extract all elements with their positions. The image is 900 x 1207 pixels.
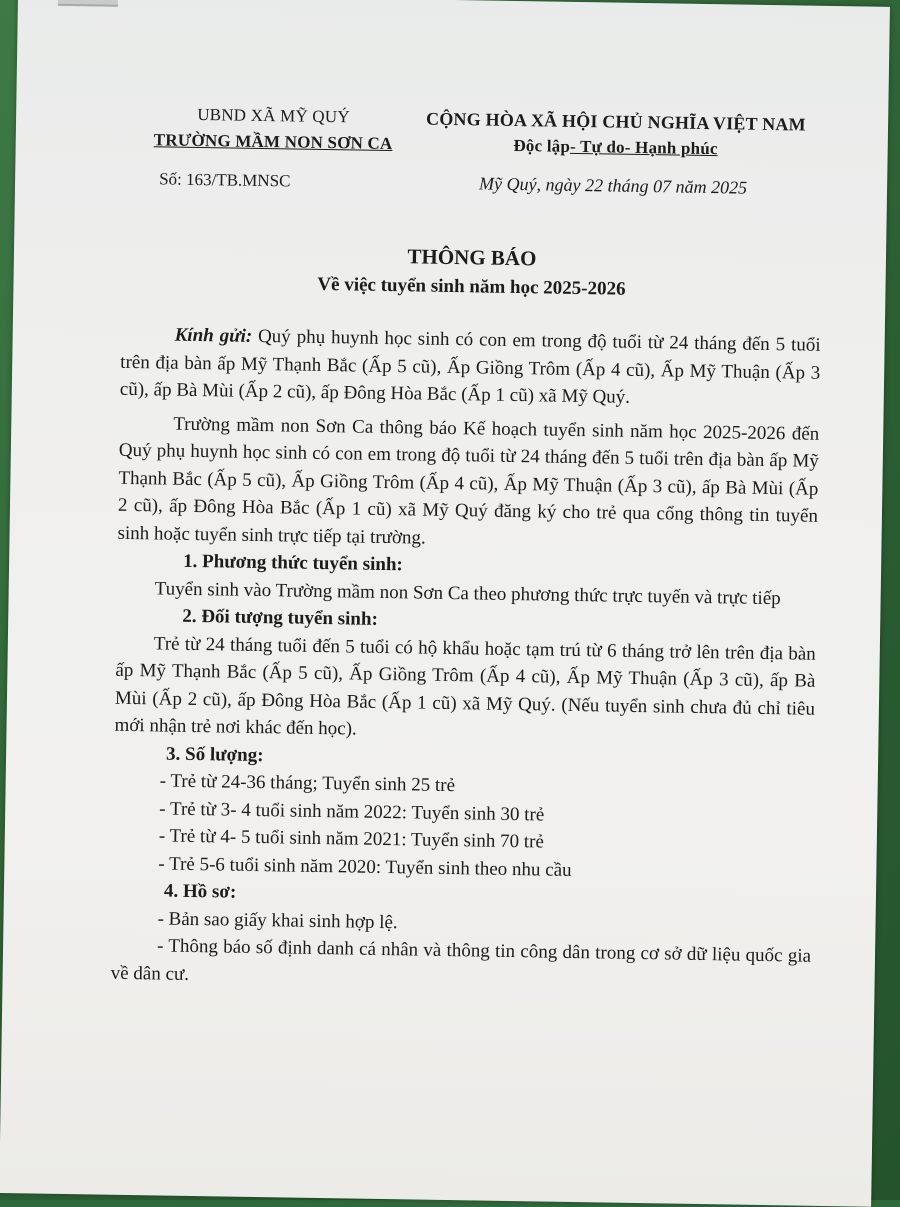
section-2-text: Trẻ từ 24 tháng tuổi đến 5 tuổi có hộ khẩu hoặc tạm trú từ 6 tháng trở lên trên địa bàn ấp Mỹ Thạnh Bắc (Ấp 5 cũ), Ấp Giồng Trôm (Ấp 4 cũ), Ấp Mỹ Thuận (Ấp 3 cũ), ấp Bà Mùi (Ấp 2 cũ), ấp Đông Hòa Bắc (Ấp 1 cũ) xã Mỹ Quý. (Nếu tuyển sinh chưa đủ chỉ tiêu mới nhận trẻ nơi khác đến học).	[114, 632, 816, 740]
quota-item: - Trẻ từ 4- 5 tuổi sinh năm 2021: Tuyển sinh 70 trẻ	[158, 825, 544, 853]
document-number: Số: 163/TB.MNSC	[159, 169, 291, 191]
recipient-paragraph	[120, 321, 821, 414]
document-title: THÔNG BÁO	[407, 244, 537, 271]
issuer-school: TRƯỜNG MẦM NON SƠN CA	[153, 130, 393, 154]
national-name: CỘNG HÒA XÃ HỘI CHỦ NGHĨA VIỆT NAM	[425, 108, 806, 135]
recipient-label: Kính gửi:	[174, 324, 253, 347]
recipient-text: Quý phụ huynh học sinh có con em trong độ tuổi từ 24 tháng đến 5 tuổi trên địa bàn ấp Mỹ Thạnh Bắc (Ấp 5 cũ), Ấp Giồng Trôm (Ấp 4 cũ), Ấp Mỹ Thuận (Ấp 3 cũ), ấp Bà Mùi (Ấp 2 cũ), ấp Đông Hòa Bắc (Ấp 1 cũ) xã Mỹ Quý.	[119, 325, 821, 408]
document-subtitle: Về việc tuyển sinh năm học 2025-2026	[317, 273, 626, 300]
document-content	[110, 91, 824, 998]
national-motto: Độc lập- Tự do- Hạnh phúc	[513, 135, 718, 159]
section-3-title: 3. Số lượng:	[165, 743, 264, 766]
document-date: Mỹ Quý, ngày 22 tháng 07 năm 2025	[478, 173, 748, 198]
section-2-title: 2. Đối tượng tuyển sinh:	[182, 605, 379, 630]
document-item: - Bản sao giấy khai sinh hợp lệ.	[157, 907, 398, 933]
section-4-title: 4. Hồ sơ:	[163, 880, 237, 903]
quota-item: - Trẻ từ 3- 4 tuổi sinh năm 2022: Tuyển sinh 30 trẻ	[159, 797, 545, 826]
national-motto-block	[426, 106, 806, 164]
issuer-block	[154, 101, 394, 157]
document-header	[123, 91, 825, 206]
document-item: - Thông báo số định danh cá nhân và thông tin công dân trong cơ sở dữ liệu quốc gia về dân cư.	[110, 935, 812, 985]
section-1-text: Tuyển sinh vào Trường mầm non Sơn Ca theo phương thức trực tuyến và trực tiếp	[154, 577, 781, 609]
intro-paragraph: Trường mầm non Sơn Ca thông báo Kế hoạch tuyển sinh năm học 2025-2026 đến Quý phụ huynh học sinh có con em trong độ tuổi từ 24 tháng đến 5 tuổi trên địa bàn ấp Mỹ Thạnh Bắc (Ấp 5 cũ), Ấp Giồng Trôm (Ấp 4 cũ), Ấp Mỹ Thuận (Ấp 3 cũ), ấp Bà Mùi (Ấp 2 cũ), ấp Đông Hòa Bắc (Ấp 1 cũ) xã Mỹ Quý đăng ký cho trẻ qua cổng thông tin tuyển sinh hoặc tuyển sinh trực tiếp tại trường.	[117, 413, 820, 549]
section-1-title: 1. Phương thức tuyển sinh:	[182, 550, 403, 576]
issuer-authority: UBND XÃ MỸ QUÝ	[197, 104, 350, 127]
binder-clip-mark	[58, 0, 118, 7]
quota-item: - Trẻ 5-6 tuổi sinh năm 2020: Tuyển sinh theo nhu cầu	[158, 852, 572, 881]
quota-item: - Trẻ từ 24-36 tháng; Tuyển sinh 25 trẻ	[159, 770, 456, 797]
